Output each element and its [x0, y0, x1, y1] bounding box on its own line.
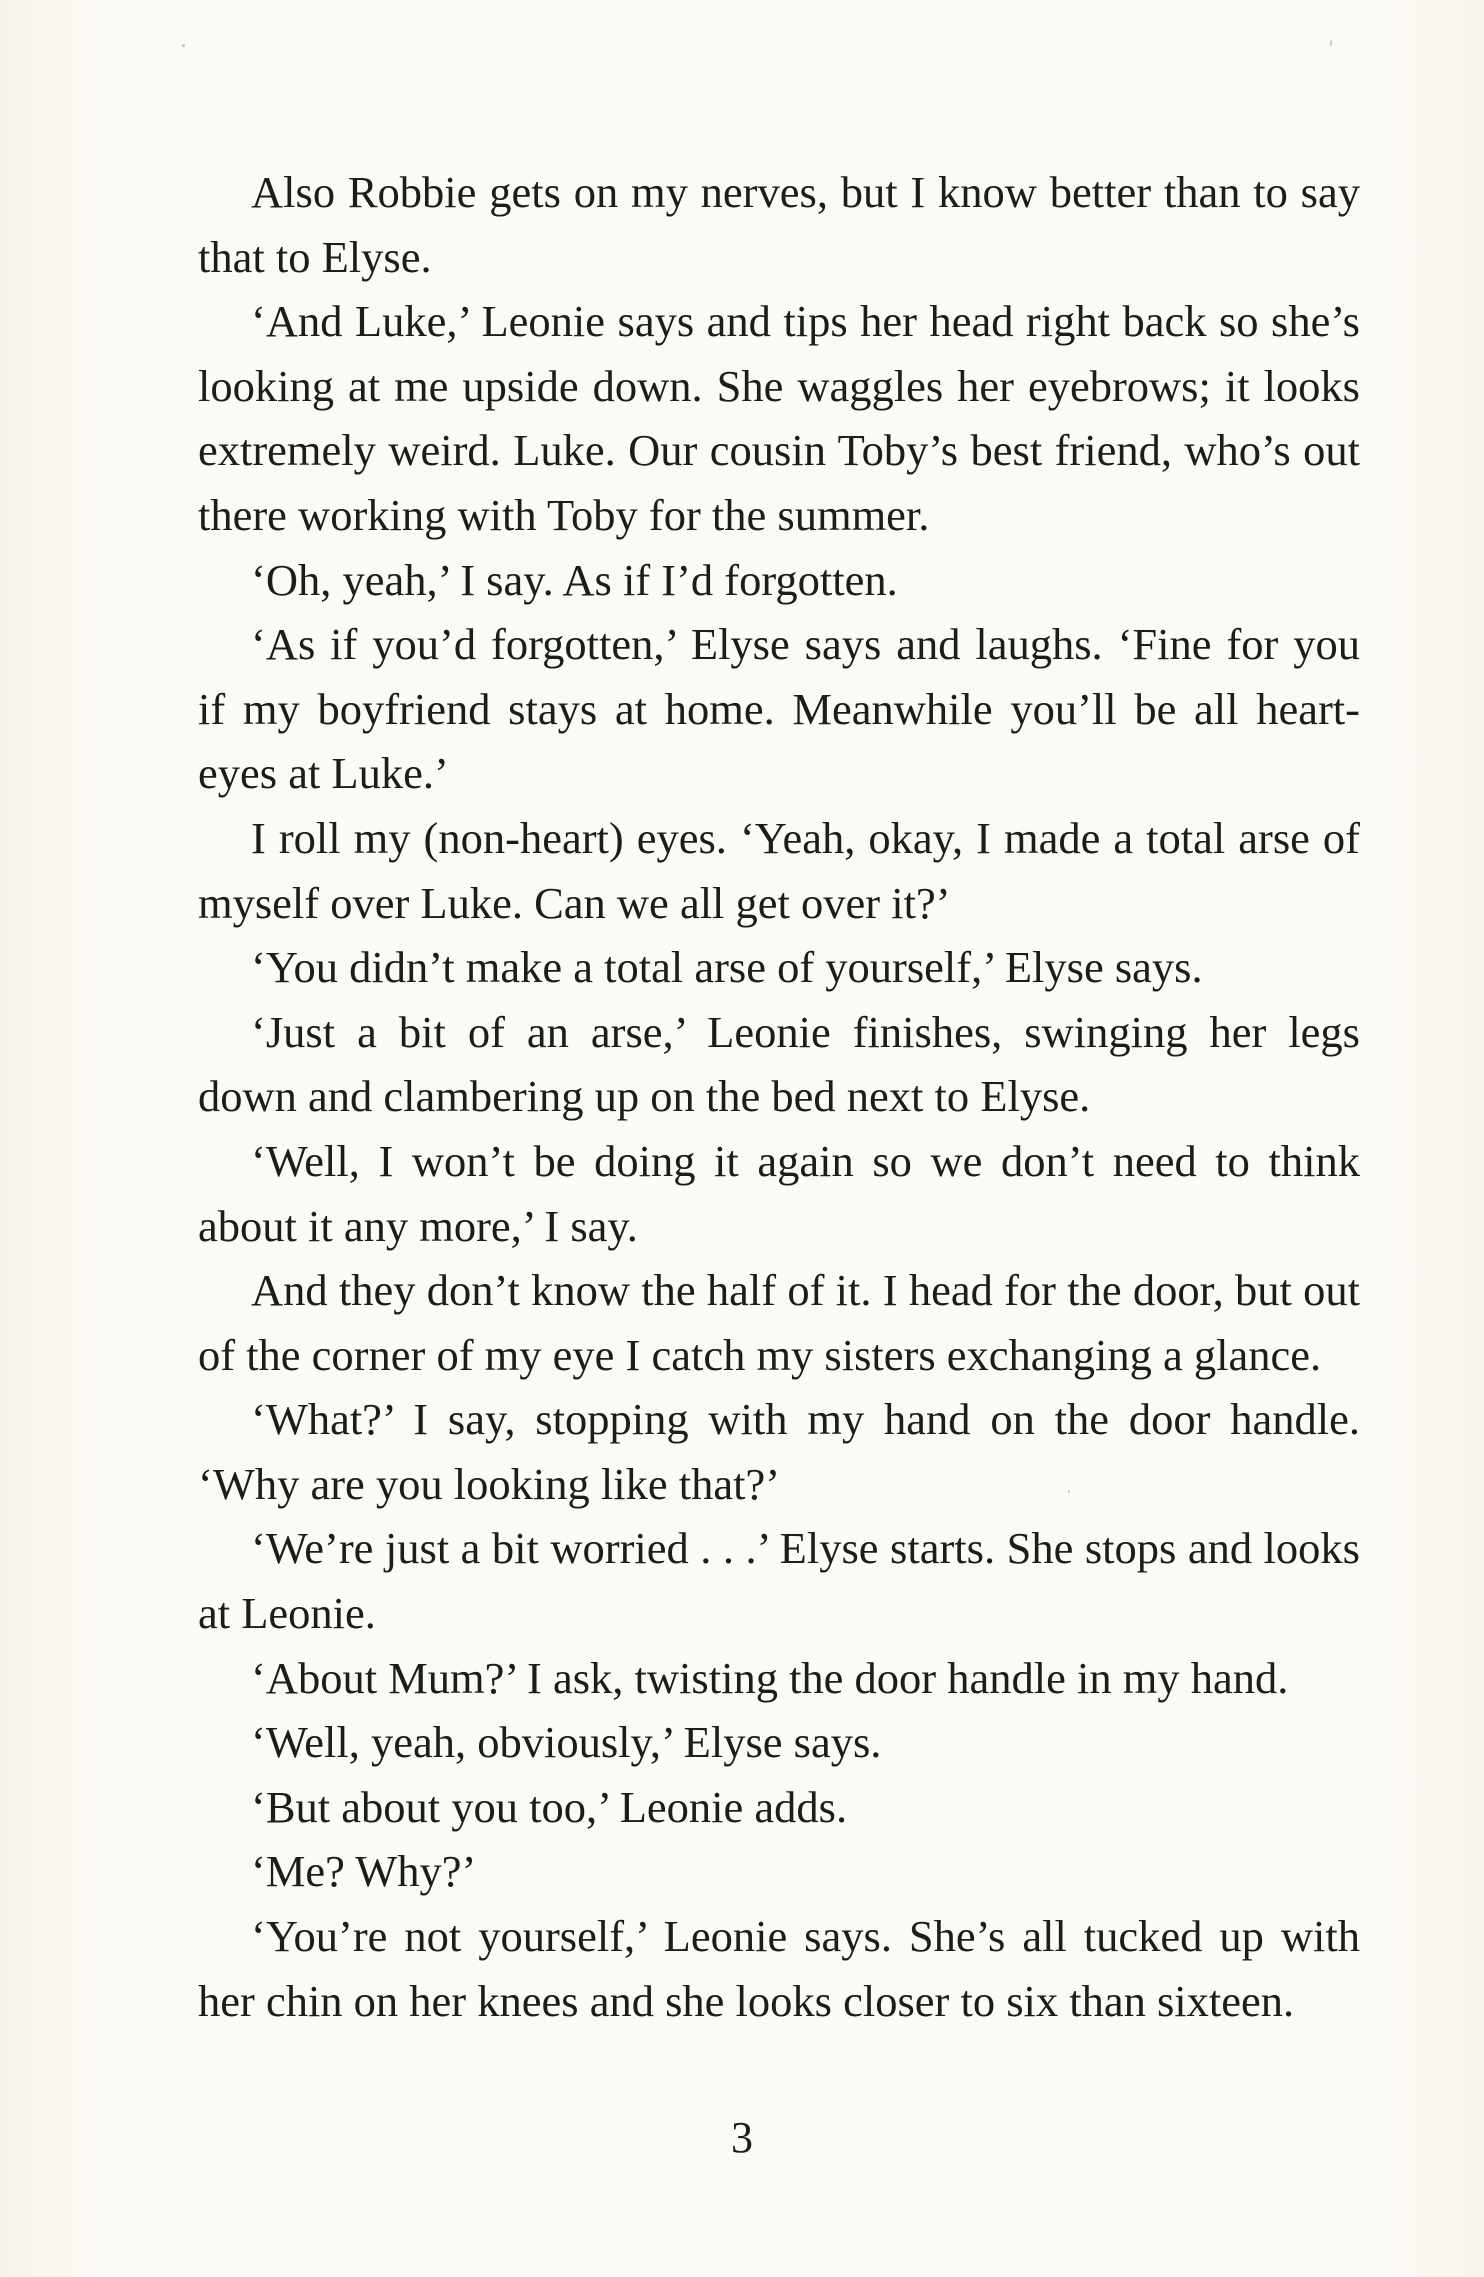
paragraph: ‘You didn’t make a total arse of yourself,’ Elyse says. — [251, 942, 1203, 993]
paragraph: And they don’t know the half of it. I head for the door, but out of the corner of my eye I catch my sisters exchanging a glance. — [198, 1265, 1360, 1380]
paragraph: ‘Well, yeah, obviously,’ Elyse says. — [251, 1717, 882, 1768]
paragraph: Also Robbie gets on my nerves, but I know better than to say that to Elyse. — [198, 167, 1360, 282]
paragraph: ‘As if you’d forgotten,’ Elyse says and laughs. ‘Fine for you if my boyfriend stays at home. Meanwhile you’ll be all heart-eyes at Luke.’ — [198, 619, 1360, 799]
paragraph: ‘Well, I won’t be doing it again so we don’t need to think about it any more,’ I say. — [198, 1135, 1360, 1251]
paragraph: ‘Me? Why?’ — [251, 1846, 477, 1897]
paragraph: ‘Oh, yeah,’ I say. As if I’d forgotten. — [251, 554, 898, 605]
paragraph: ‘About Mum?’ I ask, twisting the door handle in my hand. — [251, 1652, 1289, 1703]
paragraph: ‘We’re just a bit worried . . .’ Elyse starts. She stops and looks at Leonie. — [198, 1523, 1360, 1639]
paragraph: ‘But about you too,’ Leonie adds. — [251, 1781, 848, 1832]
paragraph: I roll my (non-heart) eyes. ‘Yeah, okay, I made a total arse of myself over Luke. Can we all get over it?’ — [198, 812, 1360, 928]
paper-speck — [1330, 40, 1332, 46]
body-text — [198, 160, 1360, 2033]
paper-speck — [182, 44, 185, 47]
page-number: 3 — [731, 2113, 753, 2162]
paragraph: ‘Just a bit of an arse,’ Leonie finishes, swinging her legs down and clambering up on the bed next to Elyse. — [198, 1006, 1360, 1122]
paragraph: ‘And Luke,’ Leonie says and tips her head right back so she’s looking at me upside down. She waggles her eyebrows; it looks extremely weird. Luke. Our cousin Toby’s best friend, who’s out there working with Toby for the summer. — [198, 296, 1360, 540]
paragraph: ‘You’re not yourself,’ Leonie says. She’s all tucked up with her chin on her knees and she looks closer to six than sixteen. — [198, 1911, 1360, 2026]
paragraph: ‘What?’ I say, stopping with my hand on the door handle. ‘Why are you looking like that?’ — [198, 1394, 1360, 1509]
